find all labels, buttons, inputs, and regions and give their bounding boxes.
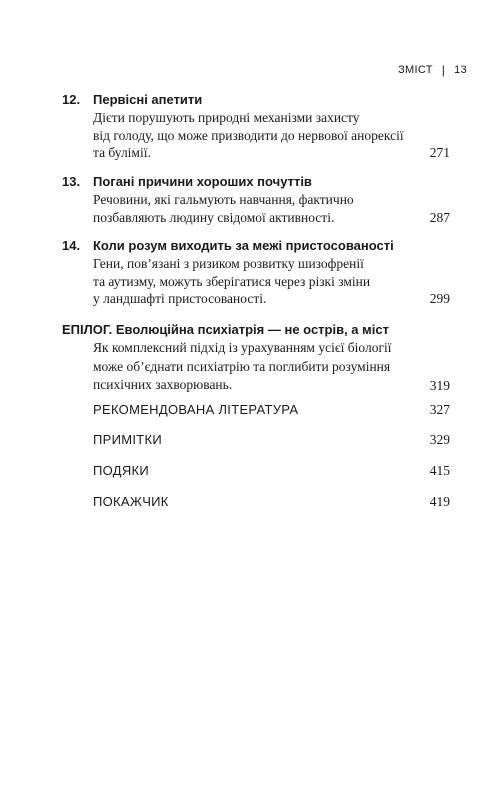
description-line: Речовини, які гальмують навчання, фактично <box>93 192 354 207</box>
description-line: та булімії. <box>93 145 151 160</box>
description-line: позбавляють людину свідомої активності. <box>93 209 335 225</box>
description-line: та аутизму, можуть зберігатися через різкі зміни <box>93 273 371 289</box>
backmatter-label: РЕКОМЕНДОВАНА ЛІТЕРАТУРА <box>93 402 299 417</box>
epilog-heading <box>62 322 450 338</box>
toc-entry-chapter-13[interactable] <box>62 174 450 226</box>
chapter-heading <box>62 238 450 254</box>
description-line: Дієти порушують природні механізми захисту <box>93 110 360 125</box>
backmatter-label: ПРИМІТКИ <box>93 432 163 447</box>
epilog-description <box>62 339 450 395</box>
toc-entry-acknowledgements[interactable] <box>93 463 450 479</box>
epilog-title: Еволюційна психіатрія — не острів, а міст <box>115 322 389 337</box>
description-line: у ландшафті пристосованості. <box>93 291 267 306</box>
description-line: психічних захворювань. <box>93 377 233 392</box>
running-header <box>398 63 467 77</box>
toc-entry-recommended-literature[interactable] <box>93 402 450 418</box>
chapter-number: 12. <box>62 92 81 107</box>
toc-entry-notes[interactable] <box>93 432 450 448</box>
chapter-heading <box>62 174 450 190</box>
backmatter-label: ПОКАЖЧИК <box>93 494 169 509</box>
chapter-title: Первісні апетити <box>93 92 203 107</box>
page-number: 329 <box>429 432 450 447</box>
description-line: від голоду, що може призводити до нервової анорексії <box>93 127 404 143</box>
chapter-title: Коли розум виходить за межі пристосованості <box>93 238 394 253</box>
chapter-description <box>62 191 450 226</box>
page-number: 319 <box>429 378 450 393</box>
toc-entry-epilog[interactable] <box>62 322 450 395</box>
header-page-number: 13 <box>454 64 467 76</box>
epilog-label: ЕПІЛОГ. <box>62 322 113 337</box>
page-number: 299 <box>429 291 450 306</box>
page-number: 415 <box>429 463 450 478</box>
chapter-number: 14. <box>62 238 81 253</box>
backmatter-label: ПОДЯКИ <box>93 463 150 478</box>
chapter-description <box>62 255 450 308</box>
header-separator: | <box>441 63 446 77</box>
page-number: 327 <box>429 402 450 417</box>
header-section-title: ЗМІСТ <box>398 64 433 76</box>
page-number: 271 <box>429 145 450 160</box>
toc-entry-chapter-14[interactable] <box>62 238 450 308</box>
page-number: 287 <box>429 209 450 225</box>
chapter-number: 13. <box>62 174 81 189</box>
description-line: може об’єднати психіатрію та поглибити розуміння <box>93 358 391 374</box>
chapter-heading <box>62 92 450 108</box>
toc-entry-index[interactable] <box>93 494 450 510</box>
page-number: 419 <box>429 494 450 509</box>
description-line: Як комплексний підхід із урахуванням усієї біології <box>93 340 392 355</box>
chapter-title: Погані причини хороших почуттів <box>93 174 312 189</box>
toc-entry-chapter-12[interactable] <box>62 92 450 162</box>
description-line: Гени, пов’язані з ризиком розвитку шизофренії <box>93 256 364 271</box>
chapter-description <box>62 109 450 162</box>
